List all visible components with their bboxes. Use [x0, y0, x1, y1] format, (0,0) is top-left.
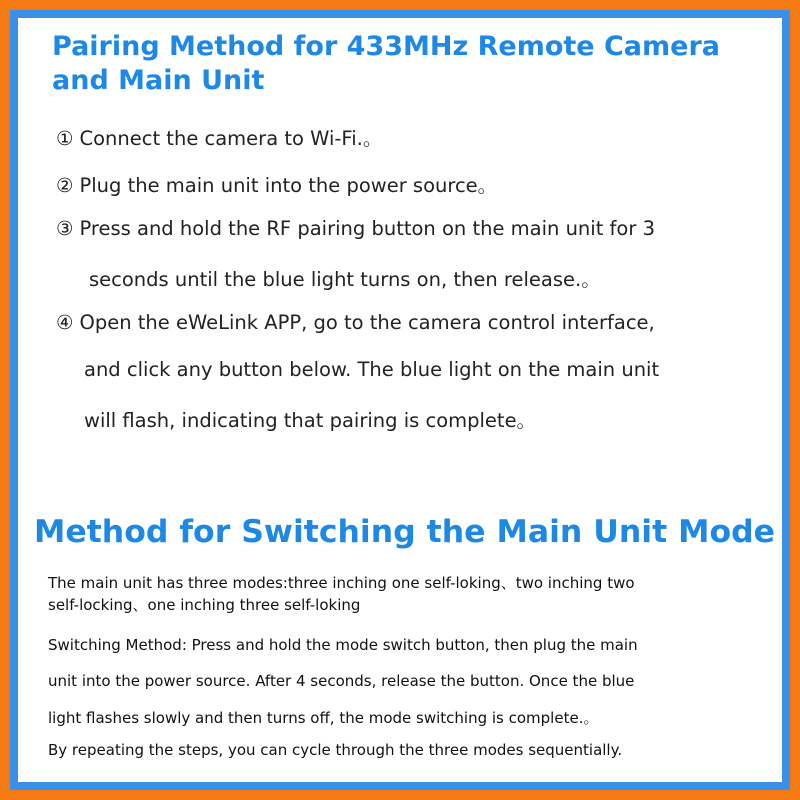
pairing-step-3-line-2: seconds until the blue light turns on, then release.。: [89, 268, 601, 291]
pairing-step-4: [56, 311, 655, 334]
modes-line-2: self-locking、one inching three self-loking: [48, 596, 361, 614]
pairing-step-4-line-2: and click any button below. The blue light on the main unit: [84, 358, 660, 381]
method-line-3: light flashes slowly and then turns off, the mode switching is complete.。: [48, 709, 599, 727]
step-text: Connect the camera to Wi-Fi.。: [79, 127, 383, 150]
step-number: ③: [56, 217, 74, 240]
method-line-2: unit into the power source. After 4 seconds, release the button. Once the blue: [48, 672, 635, 690]
pairing-step-4-line-3: will flash, indicating that pairing is complete。: [84, 409, 537, 432]
step-text: Open the eWeLink APP, go to the camera control interface,: [79, 311, 655, 334]
pairing-title: Pairing Method for 433MHz Remote Camera and Main Unit: [52, 31, 721, 96]
pairing-step-2: [56, 170, 497, 198]
pairing-step-3: [56, 217, 655, 240]
step-number: ②: [56, 174, 74, 197]
step-number: ①: [56, 127, 74, 150]
method-line-1: Switching Method: Press and hold the mode switch button, then plug the main: [48, 636, 638, 654]
pairing-step-1: [56, 123, 382, 151]
step-number: ④: [56, 311, 74, 334]
modes-line-1: The main unit has three modes:three inching one self-loking、two inching two: [48, 574, 635, 592]
switching-title: Method for Switching the Main Unit Mode: [34, 514, 776, 550]
step-text: Plug the main unit into the power source。: [79, 174, 498, 197]
step-text: Press and hold the RF pairing button on the main unit for 3: [79, 217, 655, 240]
method-line-4: By repeating the steps, you can cycle through the three modes sequentially.: [48, 741, 623, 759]
